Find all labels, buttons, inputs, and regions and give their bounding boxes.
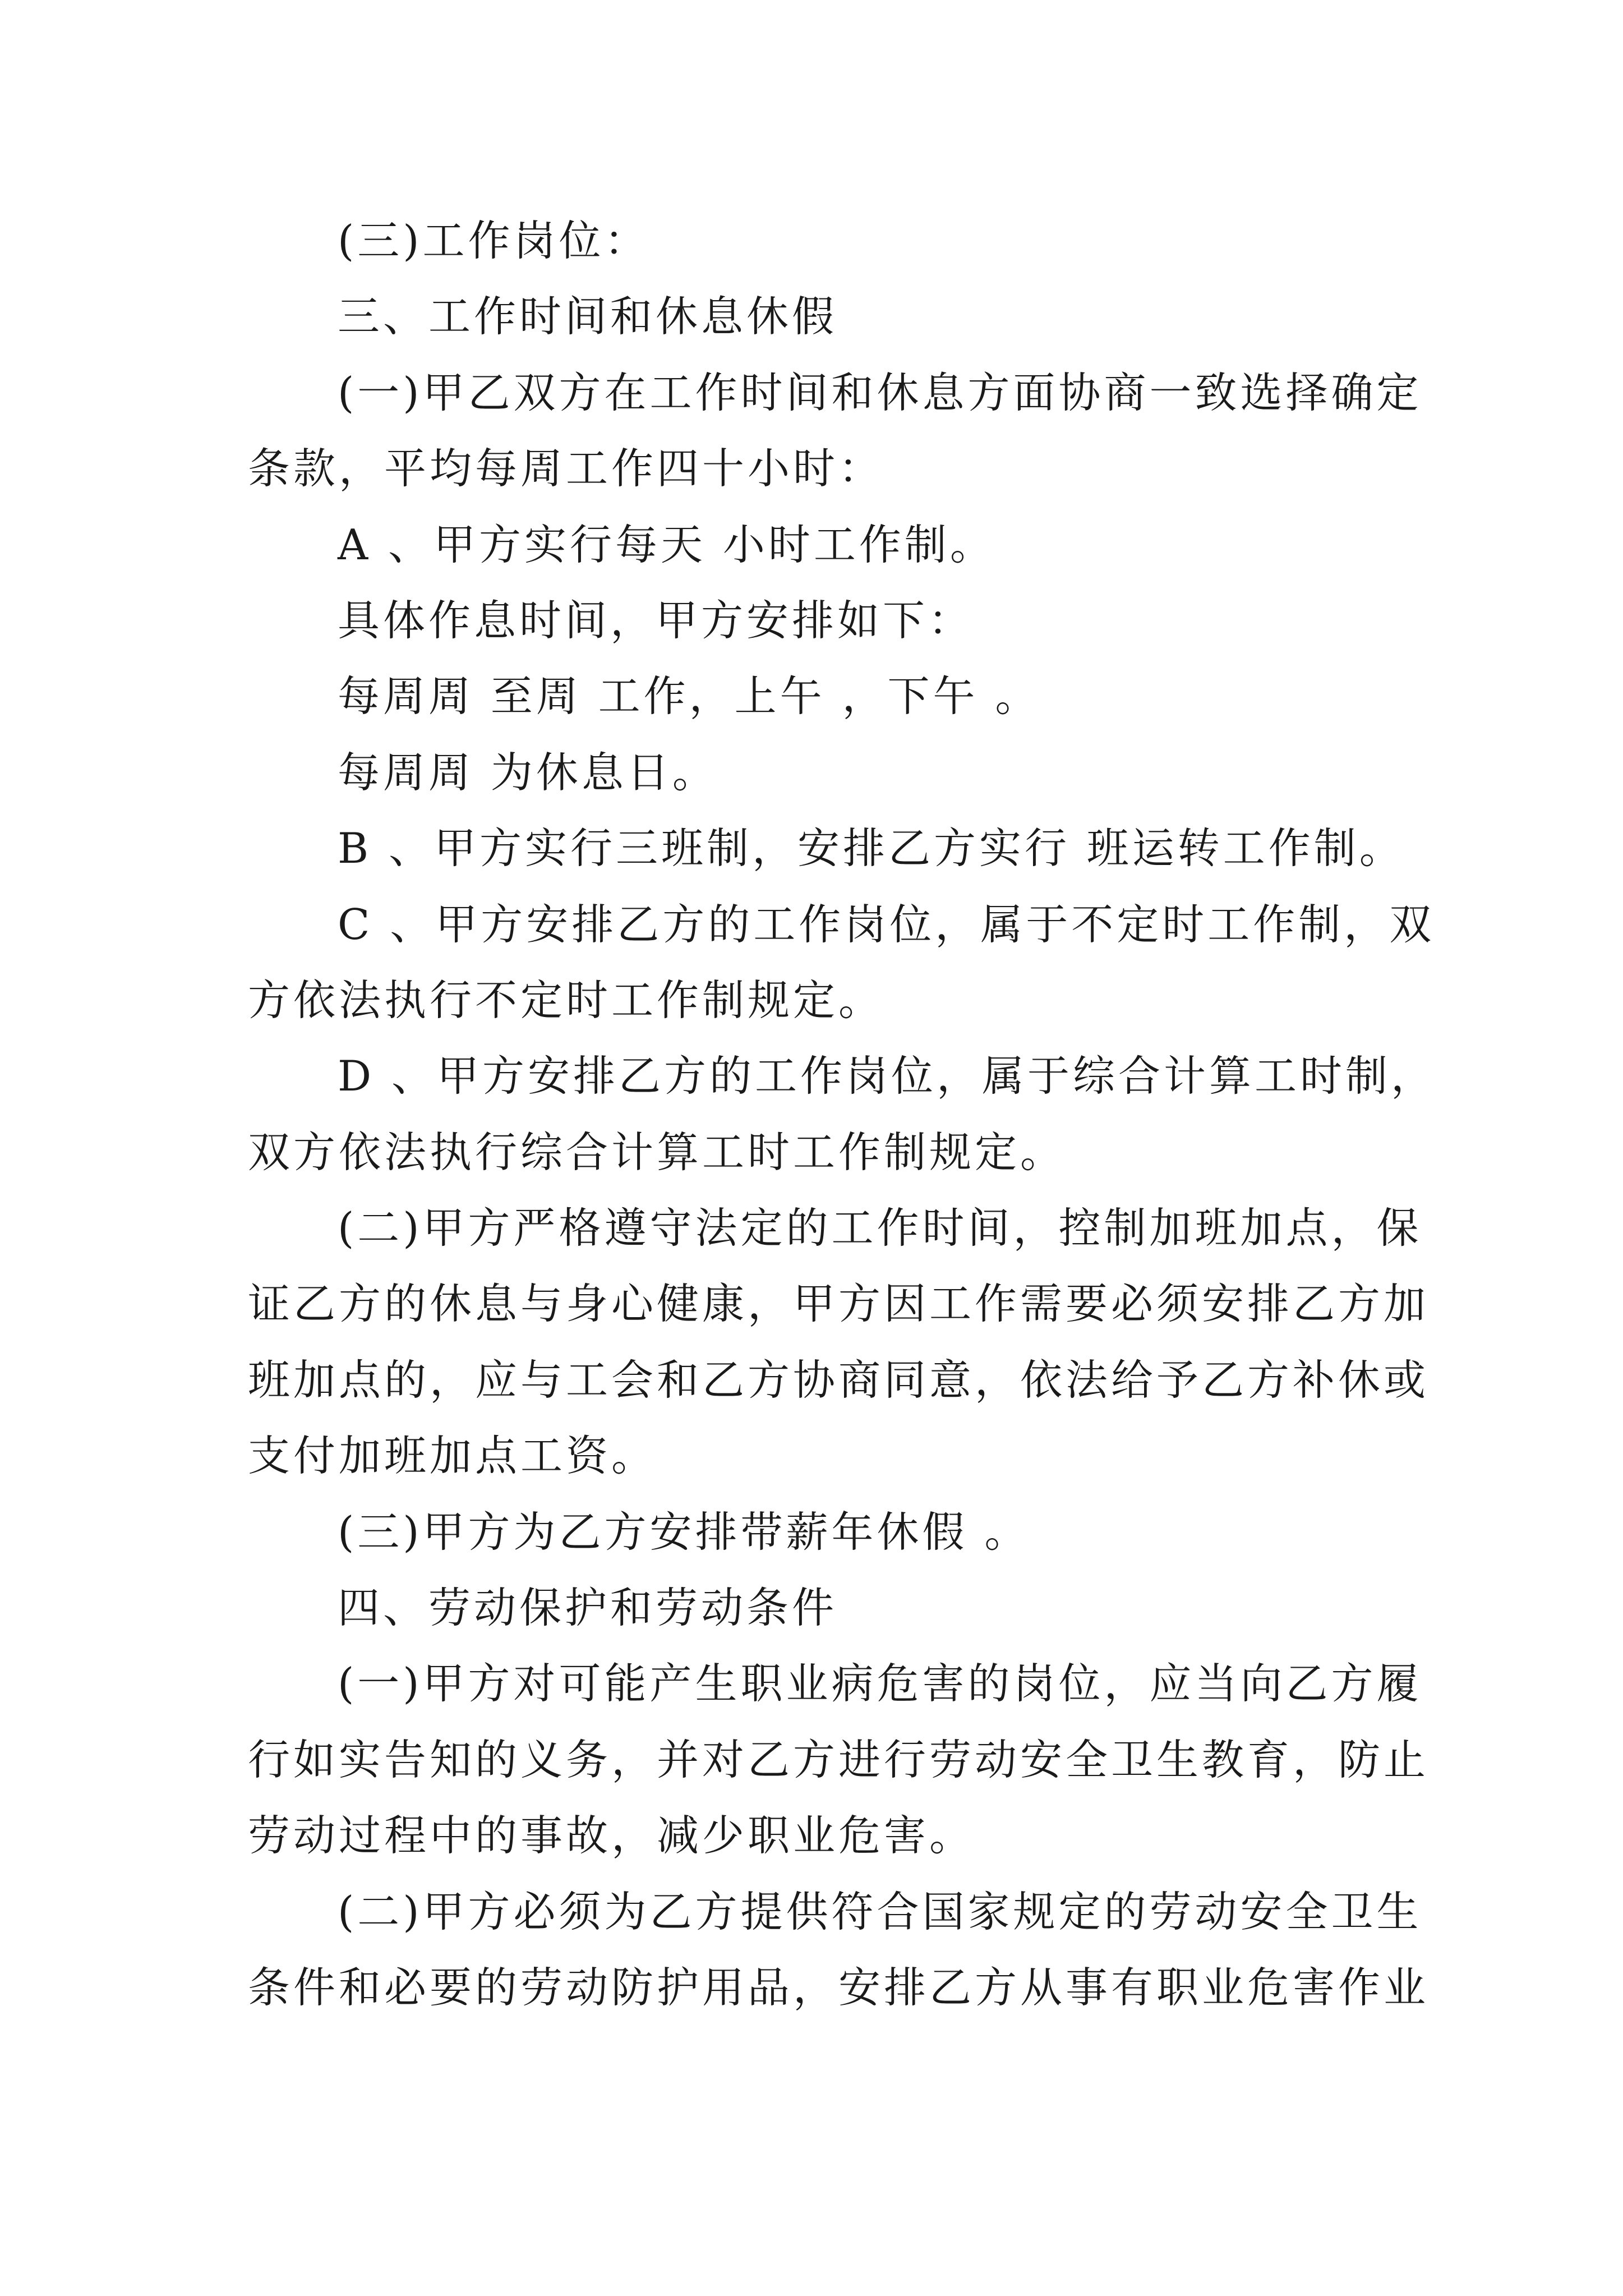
document-line: C 、甲方安排乙方的工作岗位，属于不定时工作制，双	[338, 899, 1435, 949]
document-line: 行如实告知的义务，并对乙方进行劳动安全卫生教育，防止	[248, 1734, 1430, 1784]
document-line: 方依法执行不定时工作制规定。	[248, 975, 884, 1025]
document-line: 三、工作时间和休息休假	[338, 292, 838, 342]
document-line: 条款，平均每周工作四十小时：	[248, 444, 884, 494]
document-line: 证乙方的休息与身心健康，甲方因工作需要必须安排乙方加	[248, 1279, 1430, 1329]
document-line: 每周周 为休息日。	[338, 747, 718, 797]
document-line: 具体作息时间，甲方安排如下：	[338, 595, 974, 645]
document-line: 双方依法执行综合计算工时工作制规定。	[248, 1127, 1066, 1177]
document-line: (二)甲方严格遵守法定的工作时间，控制加班加点，保	[338, 1203, 1422, 1253]
document-line: A 、甲方实行每天 小时工作制。	[338, 519, 995, 569]
document-line: (一)甲乙双方在工作时间和休息方面协商一致选择确定	[338, 367, 1422, 417]
document-line: 四、劳动保护和劳动条件	[338, 1583, 838, 1633]
document-line: 每周周 至周 工作，上午 ，下午 。	[338, 671, 1041, 721]
document-line: (三)甲方为乙方安排带薪年休假 。	[338, 1507, 1030, 1557]
document-line: 班加点的，应与工会和乙方协商同意，依法给予乙方补休或	[248, 1355, 1430, 1405]
document-line: B 、甲方实行三班制，安排乙方实行 班运转工作制。	[338, 823, 1405, 873]
document-line: 条件和必要的劳动防护用品，安排乙方从事有职业危害作业	[248, 1962, 1430, 2012]
document-line: (一)甲方对可能产生职业病危害的岗位，应当向乙方履	[338, 1659, 1422, 1709]
document-line: (二)甲方必须为乙方提供符合国家规定的劳动安全卫生	[338, 1887, 1422, 1936]
document-line: 劳动过程中的事故，减少职业危害。	[248, 1811, 975, 1861]
document-line: (三)工作岗位：	[338, 216, 650, 265]
document-body	[248, 203, 1436, 2026]
document-line: D 、甲方安排乙方的工作岗位，属于综合计算工时制，	[338, 1051, 1436, 1101]
document-line: 支付加班加点工资。	[248, 1431, 657, 1481]
